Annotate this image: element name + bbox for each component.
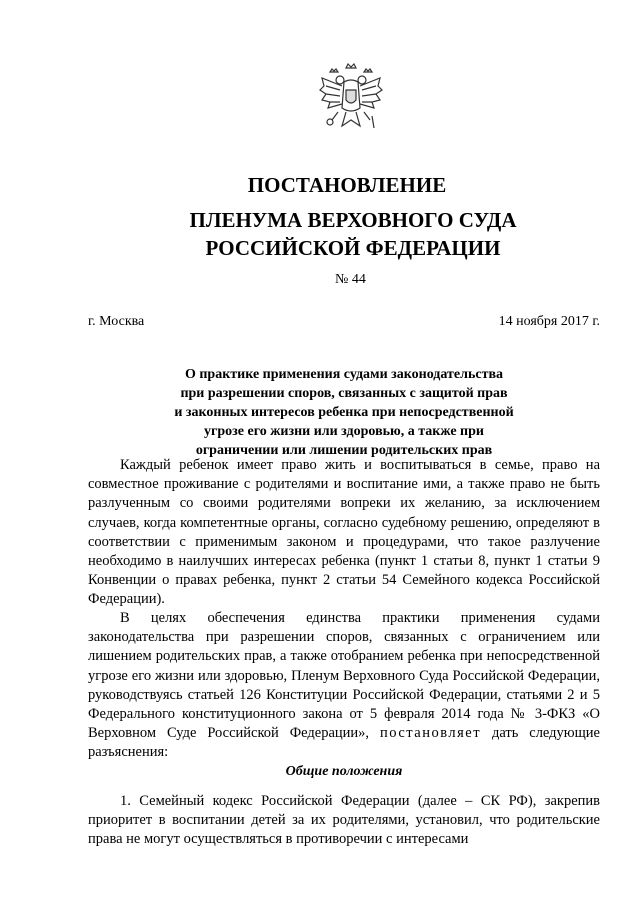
- city: г. Москва: [88, 314, 145, 329]
- paragraph-text: Каждый ребенок имеет право жить и воспитываться в семье, право на совместное проживание с родителями и воспитание ими, а также право не быть разлученным со своими родителями вопреки их желанию, за исключением случаев, когда компетентные органы, согласно судебному решению, определяют в соответствии с применимым законом и процедурами, что такое разлучение необходимо в наилучших интересах ребенка (пункт 1 статьи 8, пункт 1 статьи 9 Конвенции о правах ребенка, пункт 2 статьи 54 Семейного кодекса Российской Федерации).: [88, 457, 600, 608]
- paragraph: [88, 456, 600, 610]
- date: 14 ноября 2017 г.: [498, 314, 600, 329]
- paragraph-text: [88, 609, 600, 763]
- paragraph: [88, 792, 600, 850]
- section-heading: Общие положения: [285, 764, 403, 779]
- subject-line: угрозе его жизни или здоровью, а также при: [204, 424, 484, 439]
- subject-line: О практике применения судами законодательства: [184, 367, 504, 382]
- resolves-word: постановляет: [379, 725, 482, 742]
- court-name-line2: РОССИЙСКОЙ ФЕДЕРАЦИИ: [205, 236, 501, 260]
- subject-line: ограничении или лишении родительских прав: [195, 443, 493, 458]
- coat-of-arms-icon: [316, 60, 386, 140]
- document-number: № 44: [335, 272, 366, 287]
- document-subject: [88, 365, 600, 460]
- subject-line: и законных интересов ребенка при непосредственной: [174, 405, 514, 420]
- subject-line: при разрешении споров, связанных с защитой прав: [180, 386, 508, 401]
- paragraph: [88, 609, 600, 763]
- paragraph-text: 1. Семейный кодекс Российской Федерации (далее – СК РФ), закрепив приоритет в воспитании детей за их родителями, установил, что родительские права не могут осуществляться в противоречии с интересами: [88, 793, 600, 848]
- paragraph-end: дать следующие разъяснения:: [88, 725, 600, 761]
- court-name-line1: ПЛЕНУМА ВЕРХОВНОГО СУДА: [189, 208, 517, 232]
- paragraph-start: В целях обеспечения единства практики применения судами законодательства при разрешении споров, связанных с ограничением или лишением родительских прав, а также отобранием ребенка при непосредственной угрозе его жизни или здоровью, Пленум Верховного Суда Российской Федерации, руководствуясь статьей 126 Конституции Российской Федерации, статьями 2 и 5 Федерального конституционного закона от 5 февраля 2014 года № 3-ФКЗ «О Верховном Суде Российской Федерации»,: [88, 610, 600, 742]
- document-title: ПОСТАНОВЛЕНИЕ: [247, 173, 447, 197]
